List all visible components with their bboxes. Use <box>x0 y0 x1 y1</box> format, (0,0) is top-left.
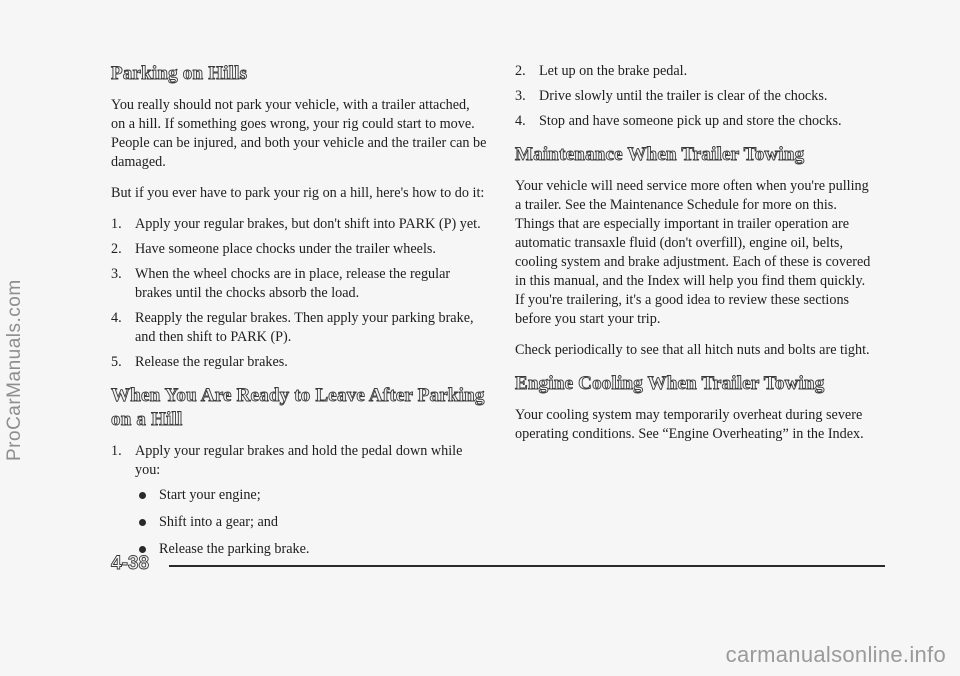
list-item: Start your engine; <box>135 486 487 505</box>
heading-parking-on-hills: Parking on Hills <box>111 63 248 84</box>
list-item: 2. Have someone place chocks under the trailer wheels. <box>111 241 436 257</box>
list-item: 3. Drive slowly until the trailer is clear of the chocks. <box>515 88 828 104</box>
heading-ready-to-leave: When You Are Ready to Leave After Parking on a Hill <box>111 385 485 430</box>
leave-steps-list <box>111 442 487 480</box>
hitch-paragraph: Check periodically to see that all hitch nuts and bolts are tight. <box>515 342 870 358</box>
page-footer <box>111 553 885 577</box>
list-item: 1. Apply your regular brakes, but don't shift into PARK (P) yet. <box>111 216 481 232</box>
list-item: 2. Let up on the brake pedal. <box>515 63 688 79</box>
list-item: 1. Apply your regular brakes and hold the pedal down while you: <box>111 443 463 478</box>
list-item: 4. Reapply the regular brakes. Then apply your parking brake, and then shift to PARK (P). <box>111 310 474 345</box>
heading-engine-cooling: Engine Cooling When Trailer Towing <box>515 373 825 394</box>
side-watermark: ProCarManuals.com <box>4 279 25 461</box>
list-item: 4. Stop and have someone pick up and store the chocks. <box>515 113 842 129</box>
heading-maintenance: Maintenance When Trailer Towing <box>515 144 805 165</box>
leave-bullets-list <box>111 486 487 559</box>
bullet-icon <box>139 546 146 553</box>
cooling-paragraph: Your cooling system may temporarily overheat during severe operating conditions. See “Engine Overheating” in the Index. <box>515 407 864 442</box>
right-column <box>515 62 875 456</box>
parking-steps-list <box>111 215 487 372</box>
left-column <box>111 62 487 567</box>
list-item: 3. When the wheel chocks are in place, release the regular brakes until the chocks absorb the load. <box>111 266 451 301</box>
bottom-watermark: carmanualsonline.info <box>725 642 946 667</box>
list-item: 5. Release the regular brakes. <box>111 354 288 370</box>
bullet-icon <box>139 492 146 499</box>
maintenance-paragraph: Your vehicle will need service more often when you're pulling a trailer. See the Maintenance Schedule for more on this. Things that are especially important in trailer operation are automatic transaxle fluid (don't overfill), engine oil, belts, cooling system and brake adjustment. Each of these is covered in this manual, and the Index will help you find them quickly. If you're trailering, it's a good idea to review these sections before you start your trip. <box>515 178 871 327</box>
list-item: Release the parking brake. <box>135 540 487 559</box>
intro-paragraph: You really should not park your vehicle, with a trailer attached, on a hill. If something goes wrong, your rig could start to move. People can be injured, and both your vehicle and the trailer can be damaged. <box>111 97 487 170</box>
bullet-icon <box>139 519 146 526</box>
footer-rule <box>169 565 885 567</box>
list-item: Shift into a gear; and <box>135 513 487 532</box>
page-number: 4-38 <box>111 553 150 574</box>
continued-steps-list <box>515 62 875 131</box>
how-to-paragraph: But if you ever have to park your rig on a hill, here's how to do it: <box>111 185 485 201</box>
